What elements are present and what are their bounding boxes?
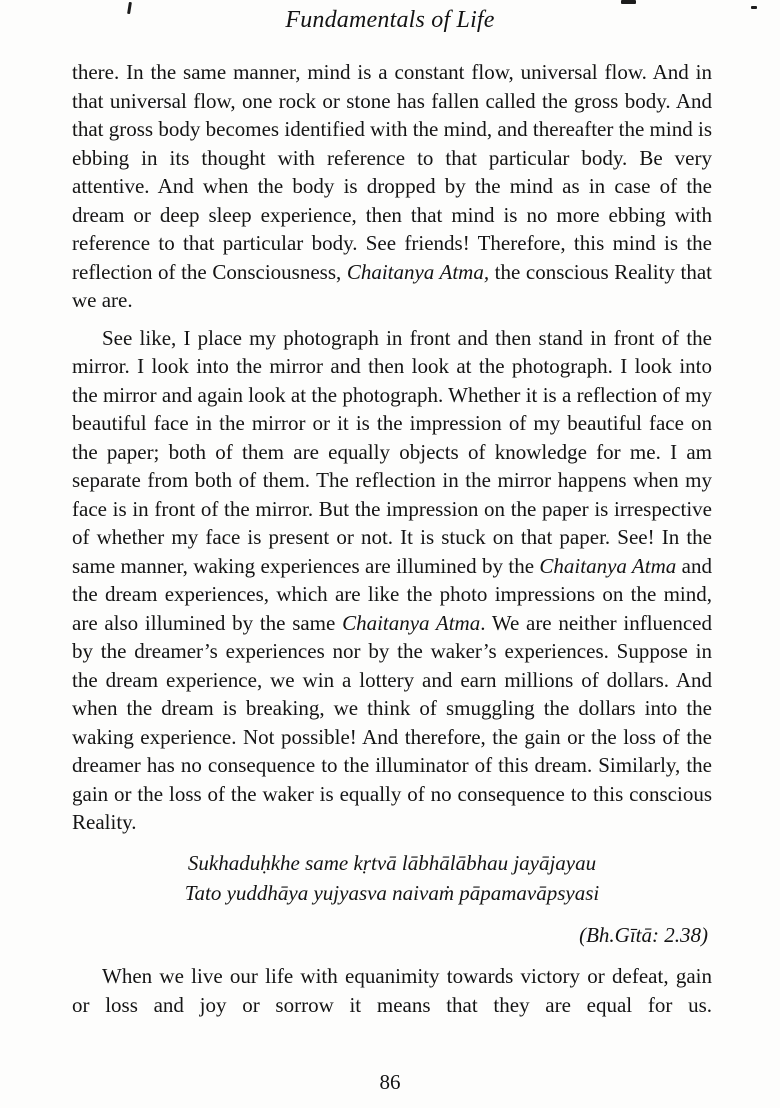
scan-artifact [751,6,757,9]
chapter-title: Fundamentals of Life [285,7,495,33]
scan-artifact [621,0,636,4]
page-body [0,34,780,1019]
page-number: 86 [379,1070,401,1094]
verse-line: Sukhaduḥkhe same kṛtvā lābhālābhau jayājayau [187,850,597,875]
body-paragraph: See like, I place my photograph in front and then stand in front of the mirror. I look into the mirror and then look at the photograph. I look into the mirror and again look at the photograph. Whether it is a reflection of my beautiful face in the mirror or it is the impression of my beautiful face on the paper; both of them are equally objects of knowledge for me. I am separate from both of them. The reflection in the mirror happens when my face is in front of the mirror. But the impression on the paper is irrespective of whether my face is present or not. It is stuck on that paper. See! In the same manner, waking experiences are illumined by the Chaitanya Atma and the dream experiences, which are like the photo impressions on the mind, are also illumined by the same Chaitanya Atma. We are neither influenced by the dreamer’s experiences nor by the waker’s experiences. Suppose in the dream experience, we win a lottery and earn millions of dollars. And when the dream is breaking, we think of smuggling the dollars into the waking experience. Not possible! And therefore, the gain or the loss of the dreamer has no consequence to the illuminator of this dream. Similarly, the gain or the loss of the waker is equally of no consequence to this conscious Reality. [72,325,712,834]
body-paragraph: there. In the same manner, mind is a constant flow, universal flow. And in that universal flow, one rock or stone has fallen called the gross body. And that gross body becomes identified with the mind, and thereafter the mind is ebbing in its thought with reference to that particular body. Be very attentive. And when the body is dropped by the mind as in case of the dream or deep sleep experience, then that mind is no more ebbing with reference to that particular body. See friends! Therefore, this mind is the reflection of the Consciousness, Chaitanya Atma, the conscious Reality that we are. [72,60,712,312]
verse-attribution: (Bh.Gītā: 2.38) [579,922,708,947]
sanskrit-verse [72,848,712,908]
page-footer [0,1070,780,1095]
running-header [0,0,780,34]
closing-paragraph: When we live our life with equanimity towards victory or defeat, gain or loss and joy or sorrow it means that they are equal for us. [72,964,712,1017]
verse-line: Tato yuddhāya yujyasva naivaṁ pāpamavāpsyasi [184,880,600,905]
